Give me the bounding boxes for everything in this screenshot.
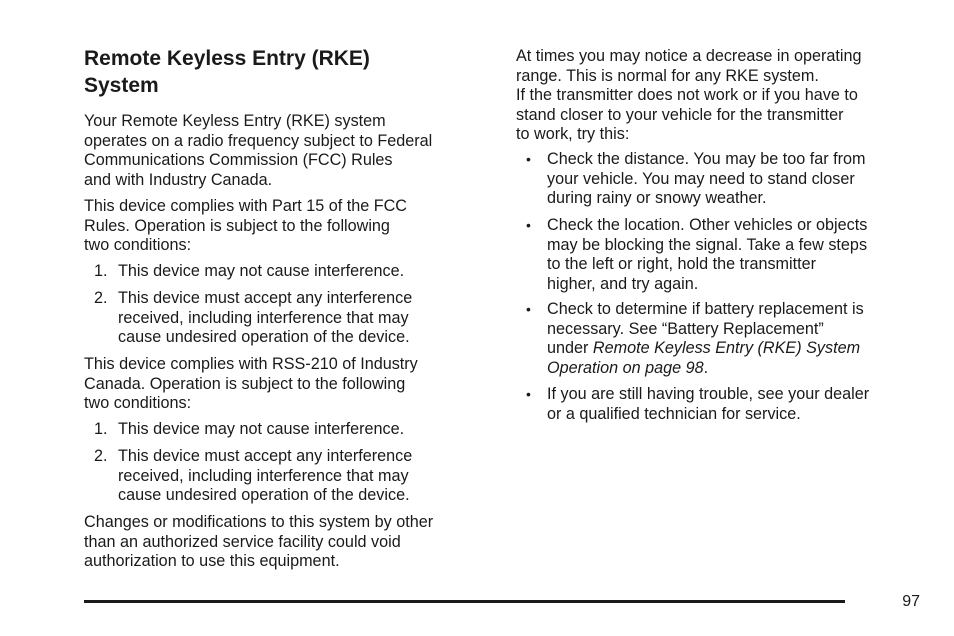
troubleshoot-paragraph: If the transmitter does not work or if you have to stand closer to your vehicle for the transmitter to work, try this: [516, 86, 858, 143]
bullet-icon: • [526, 217, 531, 233]
list-item: This device may not cause interference. [118, 262, 405, 280]
list-item: Check the location. Other vehicles or objects may be blocking the signal. Take a few steps to the left or right, hold the transmitter higher, and try again. [547, 216, 868, 293]
fcc-paragraph: This device complies with Part 15 of the FCC Rules. Operation is subject to the following two conditions: [84, 197, 407, 254]
modifications-paragraph: Changes or modifications to this system by other than an authorized service facility could void authorization to use this equipment. [84, 513, 434, 570]
list-item: This device must accept any interference received, including interference that may cause undesired operation of the device. [118, 447, 413, 504]
bullet-icon: • [526, 386, 531, 402]
list-item [547, 300, 864, 378]
section-heading: Remote Keyless Entry (RKE) System [84, 47, 370, 97]
item-text: Check to determine if battery replacement is necessary. See “Battery Replacement” under [547, 300, 864, 357]
list-item: Check the distance. You may be too far from your vehicle. You may need to stand closer during rainy or snowy weather. [547, 150, 866, 207]
list-item: If you are still having trouble, see your dealer or a qualified technician for service. [547, 385, 870, 423]
list-number: 1. [94, 420, 108, 438]
footer-rule [84, 600, 845, 603]
list-number: 1. [94, 262, 108, 280]
list-number: 2. [94, 289, 108, 307]
item-tail: . [703, 358, 709, 377]
page-number: 97 [902, 593, 920, 610]
intro-paragraph: Your Remote Keyless Entry (RKE) system operates on a radio frequency subject to Federal Communications Commission (FCC) Rules and with Industry Canada. [84, 112, 433, 189]
range-paragraph: At times you may notice a decrease in operating range. This is normal for any RKE system. [516, 47, 862, 85]
cross-reference-link: Remote Keyless Entry (RKE) System Operation on page 98 [547, 339, 861, 377]
list-item: This device may not cause interference. [118, 420, 405, 438]
bullet-icon: • [526, 151, 531, 167]
bullet-icon: • [526, 301, 531, 317]
list-item: This device must accept any interference received, including interference that may cause undesired operation of the device. [118, 289, 413, 346]
list-number: 2. [94, 447, 108, 465]
rss-paragraph: This device complies with RSS-210 of Industry Canada. Operation is subject to the following two conditions: [84, 355, 418, 412]
